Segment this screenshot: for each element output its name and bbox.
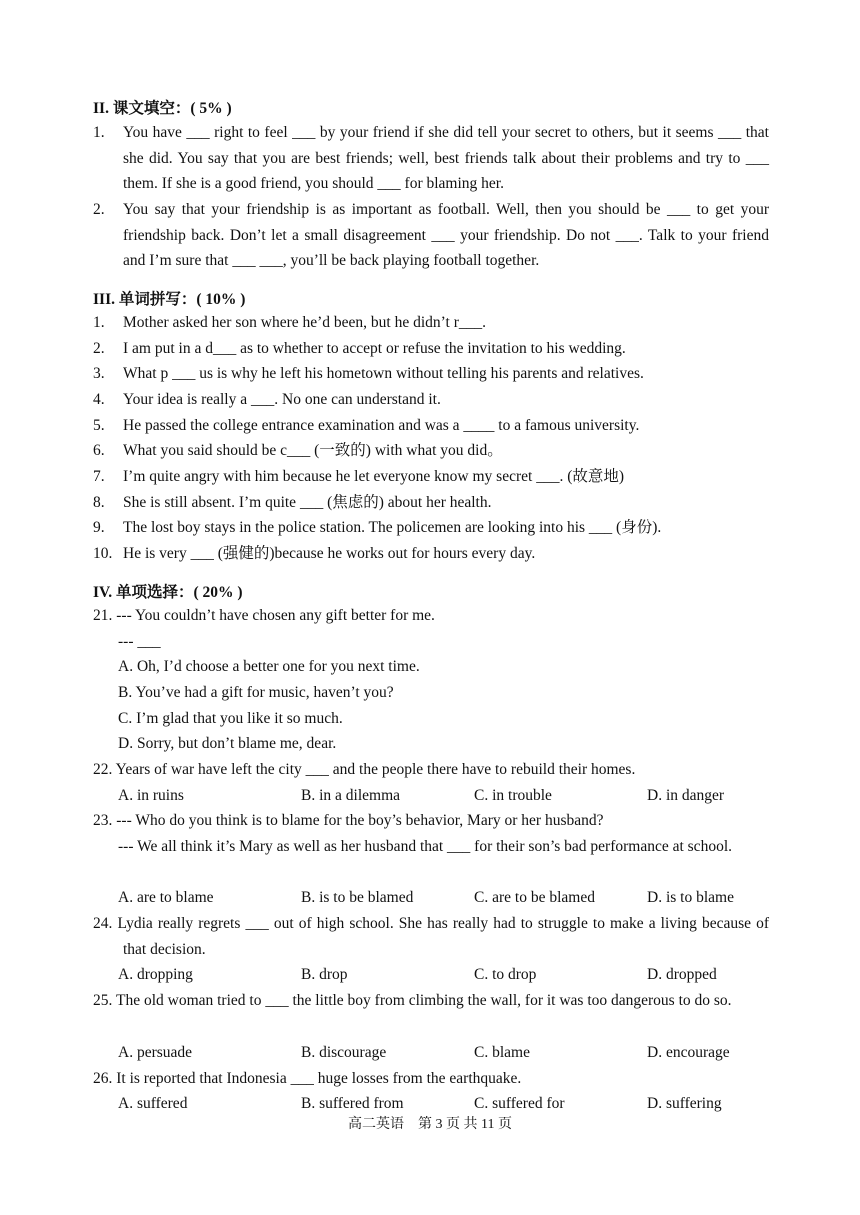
item-text: I am put in a d___ as to whether to accept or refuse the invitation to his wedding. xyxy=(123,340,626,357)
passage-text: You have ___ right to feel ___ by your friend if she did tell your secret to others, but it seems ___ that she did. You say that you are best friends; well, best friends talk about their problems and try to ___ them. If she is a good friend, you should ___ for blaming her. xyxy=(123,124,769,193)
item-text: He passed the college entrance examination and was a ____ to a famous university. xyxy=(123,417,640,434)
question-24-stem: 24. Lydia really regrets ___ out of high school. She has really had to struggle to make a living because of that decision. xyxy=(93,915,769,958)
question-21-option-a[interactable]: A. Oh, I’d choose a better one for you next time. xyxy=(118,658,420,675)
item-number: 4. xyxy=(93,391,105,408)
spelling-item-8 xyxy=(93,490,769,516)
item-number: 7. xyxy=(93,468,105,485)
item-text: She is still absent. I’m quite ___ (焦虑的) about her health. xyxy=(123,494,492,511)
item-number: 3. xyxy=(93,365,105,382)
passage-item-2 xyxy=(93,197,769,274)
item-number: 1. xyxy=(93,314,105,331)
item-text: What p ___ us is why he left his hometown without telling his parents and relatives. xyxy=(123,365,644,382)
section-2-heading: II. 课文填空：( 5% ) xyxy=(93,100,232,117)
question-22-stem: 22. Years of war have left the city ___ and the people there have to rebuild their homes. xyxy=(93,761,636,778)
option-b[interactable]: B. in a dilemma xyxy=(301,787,401,804)
passage-text: You say that your friendship is as important as football. Well, then you should be ___ to get your friendship back. Don’t let a small disagreement ___ your friendship. Do not ___. Talk to your friend and I’m sure that ___ ___, you’ll be back playing football together. xyxy=(123,201,769,270)
spelling-item-7 xyxy=(93,464,769,490)
question-25-options xyxy=(118,1040,778,1066)
option-b[interactable]: B. is to be blamed xyxy=(301,889,414,906)
item-text: Your idea is really a ___. No one can understand it. xyxy=(123,391,441,408)
item-text: He is very ___ (强健的)because he works out for hours every day. xyxy=(123,545,536,562)
spelling-item-6 xyxy=(93,438,769,464)
question-26-stem: 26. It is reported that Indonesia ___ huge losses from the earthquake. xyxy=(93,1070,522,1087)
option-d[interactable]: D. in danger xyxy=(647,787,725,804)
item-text: I’m quite angry with him because he let everyone know my secret ___. (故意地) xyxy=(123,468,625,485)
section-3-heading: III. 单词拼写：( 10% ) xyxy=(93,291,246,308)
option-c[interactable]: C. are to be blamed xyxy=(474,889,595,906)
question-23-reply: --- We all think it’s Mary as well as her husband that ___ for their son’s bad performance at school. xyxy=(118,838,732,855)
item-number: 10. xyxy=(93,545,113,562)
question-22-options xyxy=(118,783,778,809)
question-21-option-b[interactable]: B. You’ve had a gift for music, haven’t you? xyxy=(118,684,394,701)
option-a[interactable]: A. suffered xyxy=(118,1095,188,1112)
question-23-options xyxy=(118,885,778,911)
spelling-item-5 xyxy=(93,413,769,439)
question-23-stem: 23. --- Who do you think is to blame for the boy’s behavior, Mary or her husband? xyxy=(93,812,604,829)
item-number: 5. xyxy=(93,417,105,434)
option-b[interactable]: B. drop xyxy=(301,966,348,983)
spelling-item-3 xyxy=(93,361,769,387)
option-b[interactable]: B. discourage xyxy=(301,1044,387,1061)
question-25-stem: 25. The old woman tried to ___ the little boy from climbing the wall, for it was too dangerous to do so. xyxy=(93,992,732,1009)
question-21-option-d[interactable]: D. Sorry, but don’t blame me, dear. xyxy=(118,735,337,752)
section-4-heading: IV. 单项选择：( 20% ) xyxy=(93,584,243,601)
option-d[interactable]: D. encourage xyxy=(647,1044,730,1061)
option-d[interactable]: D. is to blame xyxy=(647,889,734,906)
page-footer: 高二英语 第 3 页 共 11 页 xyxy=(348,1117,512,1132)
item-number: 9. xyxy=(93,519,105,536)
item-number: 2. xyxy=(93,201,105,218)
option-d[interactable]: D. dropped xyxy=(647,966,717,983)
spelling-item-10 xyxy=(93,541,769,567)
spelling-item-1 xyxy=(93,310,769,336)
spelling-item-9 xyxy=(93,515,769,541)
item-number: 2. xyxy=(93,340,105,357)
passage-item-1 xyxy=(93,120,769,197)
spelling-item-4 xyxy=(93,387,769,413)
option-b[interactable]: B. suffered from xyxy=(301,1095,404,1112)
question-21-option-c[interactable]: C. I’m glad that you like it so much. xyxy=(118,710,343,727)
item-text: What you said should be c___ (一致的) with what you did。 xyxy=(123,442,503,459)
item-text: The lost boy stays in the police station. The policemen are looking into his ___ (身份). xyxy=(123,519,662,536)
option-c[interactable]: C. in trouble xyxy=(474,787,552,804)
item-text: Mother asked her son where he’d been, but he didn’t r___. xyxy=(123,314,487,331)
option-c[interactable]: C. to drop xyxy=(474,966,537,983)
question-21-stem: 21. --- You couldn’t have chosen any gift better for me. xyxy=(93,607,435,624)
item-number: 6. xyxy=(93,442,105,459)
option-c[interactable]: C. suffered for xyxy=(474,1095,565,1112)
option-a[interactable]: A. persuade xyxy=(118,1044,193,1061)
option-a[interactable]: A. are to blame xyxy=(118,889,214,906)
option-d[interactable]: D. suffering xyxy=(647,1095,722,1112)
option-a[interactable]: A. in ruins xyxy=(118,787,184,804)
question-21-reply: --- ___ xyxy=(118,633,161,650)
question-23-reply-block xyxy=(93,834,769,860)
spelling-item-2 xyxy=(93,336,769,362)
question-24-options xyxy=(118,962,778,988)
item-number: 1. xyxy=(93,124,105,141)
option-a[interactable]: A. dropping xyxy=(118,966,193,983)
item-number: 8. xyxy=(93,494,105,511)
option-c[interactable]: C. blame xyxy=(474,1044,530,1061)
